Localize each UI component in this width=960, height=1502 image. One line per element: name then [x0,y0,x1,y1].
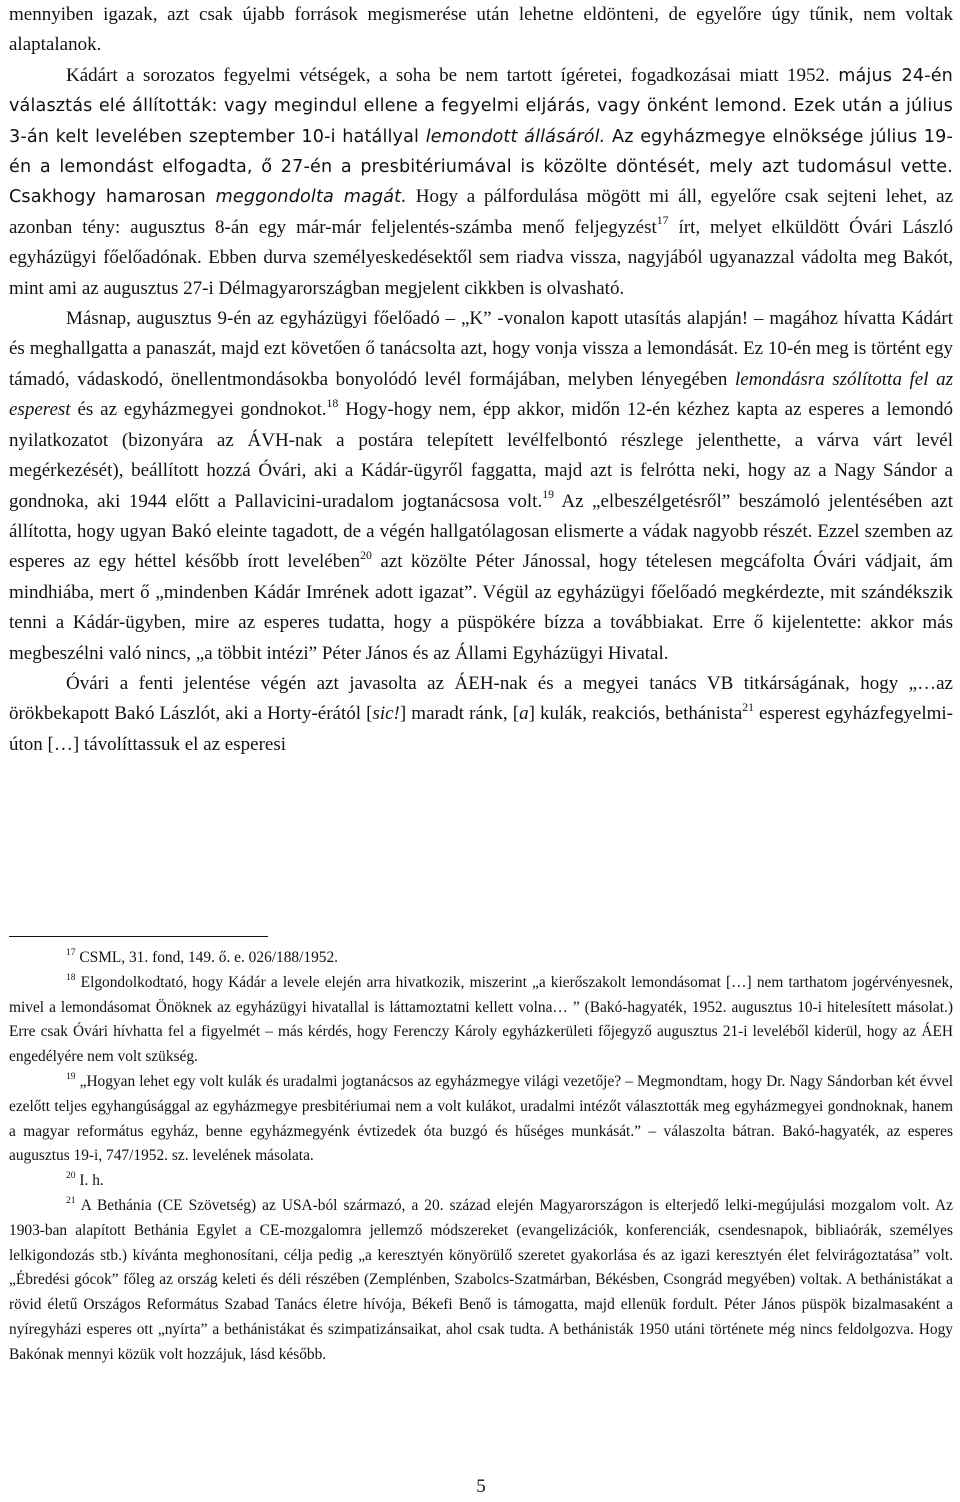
footnotes [9,946,953,1368]
document-page [9,0,954,1497]
paragraph-continuation [9,0,953,61]
text-run: mennyiben igazak, azt csak újabb források megismerése után lehetne eldönteni, de egyelőre úgy tűnik, nem voltak alaptalanok. [9,4,953,56]
text-run: ] kulák, reakciós, bethánista [528,703,743,725]
footnote [9,1169,953,1194]
text-run: azt közölte Péter Jánossal, hogy tételesen megcáfolta Óvári vádjait, ám mindhiába, mert ő „mindenben Kádár Imrének adott igazat”. Végül az egyházügyi főelőadó megkérdezte, mit szándékszik tenni a Kádár-ügyben, mire az esperes tudatta, hogy a püspökére bízza a továbbiakat. Erre ő kijelentette: akkor más megbeszélni való nincs, „a többit intézi” Péter János és az Állami Egyházügyi Hivatal. [9,551,954,664]
footnote-reference: 17 [656,214,669,228]
italic-text: a [519,703,529,725]
footnote [9,1194,953,1368]
footnote [9,1070,953,1169]
text-run: Elgondolkodtató, hogy Kádár a levele elején arra hivatkozik, miszerint „a kierőszakolt lemondásomat […] nem tarthatom jogérvényesnek, mivel a lemondásomat Önöknek az egyházügyi hivatallal is láttamoztatni kellett volna… ” (Bakó-hagyaték, 1952. augusztus 10-i hitelesített másolat.) Erre csak Óvári hívhatta fel a figyelmét – más kérdés, hogy Ferenczy Károly egyházkerületi főjegyző augusztus 21-i leveléből kiderül, hogy az ÁEH engedélyére nem volt szükség. [9,973,953,1066]
italic-text: lemondott állásáról. [425,126,606,147]
footnote-reference: 17 [66,946,76,958]
italic-text: sic! [372,703,400,725]
text-run: I. h. [75,1172,104,1190]
body-text [9,0,953,760]
footnote-reference: 20 [360,548,372,562]
text-run: Hogy a pálfordulása mögött mi áll, egyelőre csak sejteni lehet, az azonban tény: augusztus 8-án egy már-már feljelentés-számba menő feljegyzést [9,186,954,238]
italic-text: lemondásra szólította fel az esperest [9,368,953,421]
footnote-reference: 19 [66,1070,76,1082]
text-run: „Hogyan lehet egy volt kulák és uradalmi jogtanácsos az egyházmegye világi vezetője? – Megmondtam, hogy Dr. Nagy Sándorban két évvel ezelőtt teljes egyhangúsággal az egyházmegye presbitériumai nem a volt kulákot, uradalmi intézőt választották meg egyházmegyei gondnoknak, hanem a magyar református egyház, benne egyházmegyénk évtizedek óta buzgó és hűséges munkását.” – válaszolta bátran. Bakó-hagyaték, az esperes augusztus 19-i, 747/1952. sz. levelének másolata. [9,1072,953,1165]
footnote-separator [9,936,268,937]
page-number: 5 [476,1476,486,1497]
text-run: Másnap, augusztus 9-én az egyházügyi főelőadó – „K” -vonalon kapott utasítás alapján! – magához hívatta Kádárt és meghallgatta a panaszát, majd ezt követően ő tanácsolta azt, hogy vonja vissza a lemondását. Ez 10-én meg is történt egy támadó, vádaskodó, önellentmondásokba bonyolódó levél formájában, melyben lényegében [9,308,953,390]
text-run: CSML, 31. fond, 149. ő. e. 026/188/1952. [75,949,339,966]
text-run: A Bethánia (CE Szövetség) az USA-ból származó, a 20. század elején Magyarországon is elterjedő lelki-megújulási mozgalom volt. Az 1903-ban alapított Bethánia Egylet a CE-mozgalomra jellemző módszereket (evangelizációk, konferenciák, csendesnapok, bibliaórák, személyes lelkigondozás stb.) kívánta meghonosítani, célja pedig „a keresztyén könyörülő szeretet gyakorlása és az igazi keresztyén élet felvirágoztatása” volt. „Ébredési gócok” főleg az ország keleti és déli részében (Zemplénben, Szabolcs-Szatmárban, Békésben, Csongrád megyében) voltak. A bethánistákat a rövid életű Országos Református Szabad Tanács életre hívója, Békefi Benő is támogatta, majd ellenük fordult. Péter János püspök bizalmasaként a nyíregyházi esperes ott „nyírta” a bethánistákat és szimpatizánsaikat, ahol csak tudta. A bethánisták 1950 utáni története még nincs feldolgozva. Hogy Bakónak mennyi közük volt hozzájuk, lásd később. [9,1196,953,1363]
text-run: május 24-én választás elé állították: vagy megindul ellene a fegyelmi eljárás, vagy önként lemond. Ezek után a július 3-án kelt levelében szeptember 10-i hatállyal [9,65,953,147]
text-run: Hogy-hogy nem, épp akkor, midőn 12-én kézhez kapta az esperes a lemondó nyilatkozatot (bizonyára az ÁVH-nak a postára telepített levélfelbontó részlege jelenthette, a várva várt levél megérkezését), beállított hozzá Óvári, aki a Kádár-ügyről faggatta, majd azt is felrótta neki, hogy az a Nagy Sándor a gondnoka, aki 1944 előtt a Pallavicini-uradalom jogtanácsosa volt. [9,399,953,512]
text-run: Az egyházmegye elnöksége július 19-én a lemondást elfogadta, ő 27-én a presbitériumával is közölte döntését, mely azt tudomásul vette. Csakhogy hamarosan [9,126,953,208]
text-run: Az „elbeszélgetésről” beszámoló jelentésében azt állította, hogy ugyan Bakó eleinte tagadott, de a végén hallgatólagosan elismerte a vádak nagyobb részét. Ezzel szemben az esperes az egy héttel később írott levelében [9,490,953,573]
footnote-reference: 19 [542,488,554,501]
italic-text: meggondolta magát. [215,187,407,208]
text-run: írt, melyet elküldött Óvári László egyházügyi főelőadónak. Ebben durva személyeskedésektől sem riadva vissza, nagyjából ugyanazzal vádolta meg Bakót, mint ami az augusztus 27-i Délmagyarországban megjelent cikkben is olvasható. [9,216,954,299]
text-run: ] maradt ránk, [ [399,703,520,725]
footnote-reference: 18 [66,971,76,983]
footnote-reference: 21 [742,700,754,714]
footnote-reference: 18 [326,396,339,410]
paragraph [9,304,953,669]
text-run: esperest egyházfegyelmi-úton […] távolíttassuk el az esperesi [9,703,953,755]
text-run: Kádárt a sorozatos fegyelmi vétségek, a soha be nem tartott ígéretei, fogadkozásai miatt 1952. [66,64,839,86]
paragraph [9,61,953,304]
text-run: és az egyházmegyei gondnokot. [70,399,327,421]
footnote [9,971,953,1070]
text-run: Óvári a fenti jelentése végén azt javasolta az ÁEH-nak és a megyei tanács VB titkárságának, hogy „…az örökbekapott Bakó Lászlót, aki a Horty-érától [ [9,672,953,725]
paragraph [9,669,953,760]
footnote [9,946,953,971]
footnote-reference: 21 [66,1194,76,1206]
footnote-reference: 20 [66,1170,76,1182]
